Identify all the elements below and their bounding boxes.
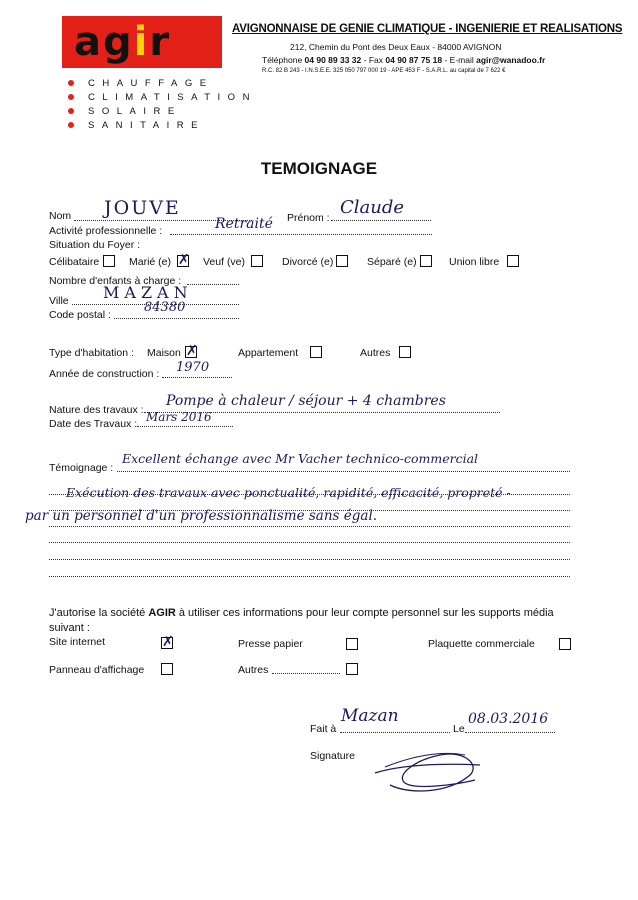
checkbox-divorce[interactable] bbox=[336, 255, 348, 267]
nom-label: Nom bbox=[49, 210, 72, 222]
temoignage-text-1[interactable]: Excellent échange avec Mr Vacher technico-commercial bbox=[122, 451, 479, 466]
fax-number: 04 90 87 75 18 bbox=[385, 55, 443, 65]
media-option-panneau: Panneau d'affichage bbox=[49, 664, 145, 676]
page-title: TEMOIGNAGE bbox=[260, 159, 378, 178]
services-list bbox=[68, 76, 257, 132]
service-item: CLIMATISATION bbox=[68, 90, 257, 104]
phone-number: 04 90 89 33 32 bbox=[304, 55, 362, 65]
habitation-option-autres: Autres bbox=[360, 347, 391, 359]
nom-value[interactable]: JOUVE bbox=[104, 197, 181, 219]
checkbox-panneau[interactable] bbox=[161, 663, 173, 675]
logo-text: agir bbox=[74, 19, 172, 65]
checkbox-autres-habitation[interactable] bbox=[399, 346, 411, 358]
checkbox-appartement[interactable] bbox=[310, 346, 322, 358]
bullet-icon bbox=[68, 94, 74, 100]
activite-label: Activité professionnelle : bbox=[49, 225, 163, 237]
temoignage-text-2[interactable]: Exécution des travaux avec ponctualité, rapidité, efficacité, propreté - bbox=[66, 485, 511, 500]
date-value[interactable]: 08.03.2016 bbox=[468, 711, 549, 727]
checkbox-maison[interactable] bbox=[185, 346, 197, 358]
autres-field-line[interactable] bbox=[272, 663, 340, 674]
cp-value[interactable]: 84380 bbox=[144, 300, 186, 315]
bullet-icon bbox=[68, 80, 74, 86]
temoignage-line-6 bbox=[49, 549, 570, 560]
situation-option-divorce: Divorcé (e) bbox=[282, 256, 334, 268]
signature-label: Signature bbox=[310, 750, 355, 762]
checkbox-celibataire[interactable] bbox=[103, 255, 115, 267]
habitation-option-appartement: Appartement bbox=[238, 347, 299, 359]
signature-drawing bbox=[370, 735, 490, 808]
checkbox-separe[interactable] bbox=[420, 255, 432, 267]
checkbox-union-libre[interactable] bbox=[507, 255, 519, 267]
temoignage-line-7 bbox=[49, 566, 570, 577]
service-item: CHAUFFAGE bbox=[68, 76, 257, 90]
situation-option-union-libre: Union libre bbox=[449, 256, 500, 268]
habitation-label: Type d'habitation : bbox=[49, 347, 134, 359]
media-option-site-internet: Site internet bbox=[49, 636, 106, 648]
prenom-label: Prénom : bbox=[287, 212, 330, 224]
legal-info: R.C. 82 B 243 - I.N.S.E.E. 325 050 797 000 19 - APE 453 F - S.A.R.L. au capital de 7 622 € bbox=[262, 68, 506, 74]
travaux-value[interactable]: Pompe à chaleur / séjour + 4 chambres bbox=[166, 393, 446, 409]
annee-value[interactable]: 1970 bbox=[176, 360, 210, 375]
consent-text: J'autorise la société AGIR à utiliser ces informations pour leur compte personnel sur les supports média suivant : bbox=[49, 607, 554, 634]
habitation-option-maison: Maison bbox=[147, 347, 181, 359]
activite-value[interactable]: Retraité bbox=[215, 216, 273, 232]
checkbox-marie[interactable] bbox=[177, 255, 189, 267]
temoignage-text-3[interactable]: par un personnel d'un professionnalisme sans égal. bbox=[25, 508, 378, 524]
prenom-value[interactable]: Claude bbox=[340, 197, 405, 218]
consent-company: AGIR bbox=[148, 607, 176, 619]
temoignage-label: Témoignage : bbox=[49, 462, 114, 474]
bullet-icon bbox=[68, 108, 74, 114]
situation-option-marie: Marié (e) bbox=[129, 256, 172, 268]
checkbox-site-internet[interactable] bbox=[161, 637, 173, 649]
situation-option-veuf: Veuf (ve) bbox=[203, 256, 246, 268]
situation-option-separe: Séparé (e) bbox=[367, 256, 417, 268]
date-travaux-label: Date des Travaux : bbox=[49, 418, 138, 430]
ville-label: Ville bbox=[49, 295, 69, 307]
checkbox-plaquette[interactable] bbox=[559, 638, 571, 650]
company-logo bbox=[62, 16, 222, 68]
checkbox-autres-media[interactable] bbox=[346, 663, 358, 675]
bullet-icon bbox=[68, 122, 74, 128]
service-item: SOLAIRE bbox=[68, 104, 257, 118]
service-item: SANITAIRE bbox=[68, 118, 257, 132]
annee-label: Année de construction : bbox=[49, 368, 160, 380]
activite-field-line bbox=[170, 224, 432, 235]
situation-label: Situation du Foyer : bbox=[49, 239, 141, 251]
travaux-label: Nature des travaux : bbox=[49, 404, 144, 416]
fait-label: Fait à bbox=[310, 723, 337, 735]
company-address: 212, Chemin du Pont des Deux Eaux - 84000 AVIGNON bbox=[290, 42, 502, 52]
enfants-label: Nombre d'enfants à charge : bbox=[49, 275, 182, 287]
media-option-presse-papier: Presse papier bbox=[238, 638, 303, 650]
media-option-autres: Autres bbox=[238, 664, 269, 676]
cp-label: Code postal : bbox=[49, 309, 111, 321]
company-name: AVIGNONNAISE DE GENIE CLIMATIQUE - INGENIERIE ET REALISATIONS bbox=[232, 23, 623, 35]
le-label: Le bbox=[453, 723, 465, 735]
ville-value[interactable]: MAZAN bbox=[103, 283, 193, 302]
date-travaux-value[interactable]: Mars 2016 bbox=[146, 410, 212, 424]
fait-value[interactable]: Mazan bbox=[341, 706, 399, 726]
checkbox-veuf[interactable] bbox=[251, 255, 263, 267]
checkbox-presse-papier[interactable] bbox=[346, 638, 358, 650]
media-option-plaquette: Plaquette commerciale bbox=[428, 638, 535, 650]
company-contact: Téléphone 04 90 89 33 32 - Fax 04 90 87 75 18 - E-mail agir@wanadoo.fr bbox=[262, 55, 546, 65]
enfants-field-line[interactable] bbox=[187, 274, 239, 285]
temoignage-line-5 bbox=[49, 532, 570, 543]
email-address: agir@wanadoo.fr bbox=[476, 55, 546, 65]
situation-option-celibataire: Célibataire bbox=[49, 256, 100, 268]
